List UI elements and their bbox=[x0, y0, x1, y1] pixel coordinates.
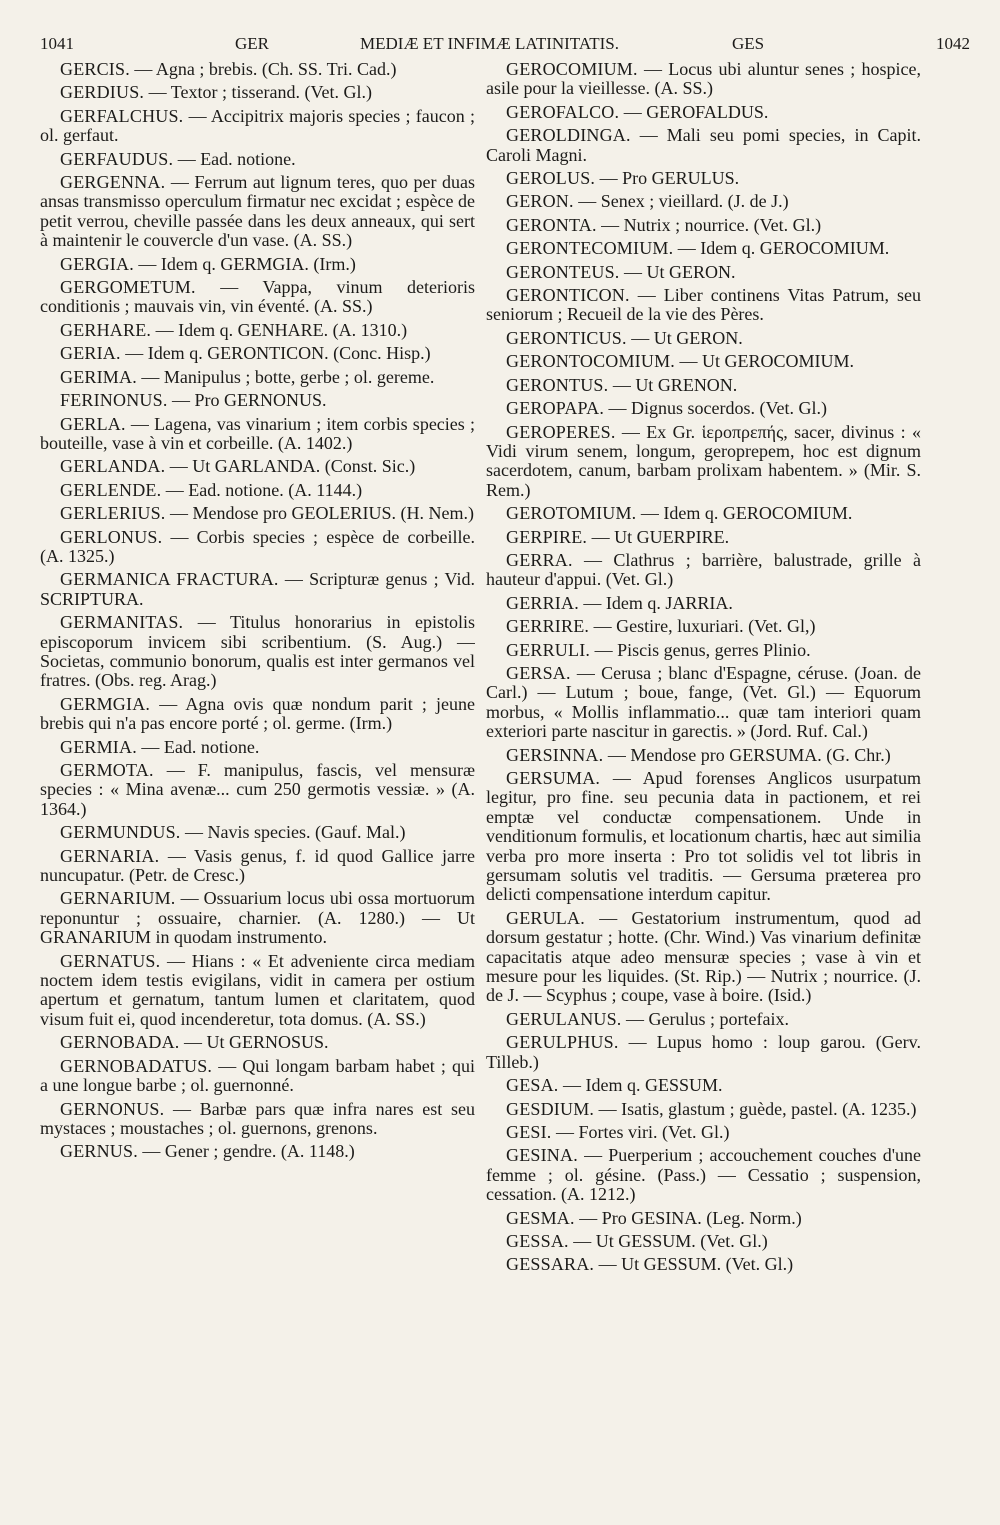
entry-definition: — Scripturæ genus ; Vid. SCRIPTURA. bbox=[40, 569, 475, 609]
entry-headword: GEROPAPA. bbox=[506, 398, 605, 419]
dictionary-entry bbox=[40, 415, 475, 454]
entry-headword: GERNUS. bbox=[60, 1141, 138, 1162]
dictionary-entry bbox=[40, 613, 475, 691]
entry-headword: GEROCOMIUM. bbox=[506, 60, 638, 79]
entry-definition: — Ossuarium locus ubi ossa mortuorum reponuntur ; ossuaire, charnier. (A. 1280.) — Ut GRANARIUM in quodam instrumento. bbox=[40, 888, 475, 948]
entry-definition: — Ut GESSUM. (Vet. Gl.) bbox=[568, 1230, 768, 1251]
entry-headword: GERFALCHUS. bbox=[60, 105, 184, 126]
dictionary-entry bbox=[40, 344, 475, 363]
dictionary-entry bbox=[486, 1255, 921, 1274]
entry-definition: — Vasis genus, f. id quod Gallice jarre nuncupatur. (Petr. de Cresc.) bbox=[40, 845, 475, 886]
entry-headword: GERRA. bbox=[506, 549, 573, 570]
entry-headword: GERONTICON. bbox=[506, 285, 630, 306]
entry-headword: FERINONUS. bbox=[60, 390, 168, 411]
dictionary-entry bbox=[40, 368, 475, 387]
entry-definition: — Cerusa ; blanc d'Espagne, céruse. (Joan. de Carl.) — Lutum ; boue, fange, (Vet. Gl.) — Equorum morbus, « Mollis inflammatio... quæ tam interiori quam exteriori parte nascitur in garectis. » (Jord. Ruf. Cal.) bbox=[486, 662, 921, 742]
dictionary-entry bbox=[40, 150, 475, 169]
entry-definition: — Corbis species ; espèce de corbeille. (A. 1325.) bbox=[40, 526, 475, 566]
entry-definition: — Ead. notione. (A. 1144.) bbox=[161, 479, 363, 500]
entry-definition: — Gestatorium instrumentum, quod ad dorsum gestatur ; hotte. (Chr. Wind.) Vas vinarium definitæ capacitatis atque adeo mensuræ species ; vase à vin et mesure pour les liquides. (St. Rip.) — Nutrix ; nourrice. (J. de J. — Scyphus ; coupe, vase à boire. (Isid.) bbox=[486, 907, 921, 1006]
entry-headword: GERGIA. bbox=[60, 253, 134, 274]
dictionary-entry bbox=[40, 1057, 475, 1096]
dictionary-entry bbox=[486, 329, 921, 348]
entry-headword: GESDIUM. bbox=[506, 1098, 595, 1119]
entry-headword: GERRIRE. bbox=[506, 616, 590, 637]
entry-definition: — Ut GUERPIRE. bbox=[587, 526, 730, 547]
entry-definition: — Pro GESINA. (Leg. Norm.) bbox=[574, 1207, 802, 1228]
entry-definition: — Ead. notione. bbox=[136, 736, 260, 757]
entry-headword: GERULPHUS. bbox=[506, 1032, 619, 1053]
entry-headword: GERONTUS. bbox=[506, 374, 609, 395]
entry-headword: GERGENNA. bbox=[60, 172, 166, 193]
entry-definition: — Idem q. GEROCOMIUM. bbox=[673, 238, 890, 259]
entry-headword: GERNARIA. bbox=[60, 845, 160, 866]
entry-headword: GERNATUS. bbox=[60, 950, 161, 971]
entry-definition: — GEROFALDUS. bbox=[619, 101, 769, 122]
entry-definition: — Qui longam barbam habet ; qui a une longue barbe ; ol. guernonné. bbox=[40, 1055, 475, 1096]
entry-headword: GEROLUS. bbox=[506, 168, 596, 189]
dictionary-entry bbox=[486, 528, 921, 547]
dictionary-entry bbox=[486, 746, 921, 765]
entry-definition: — Gener ; gendre. (A. 1148.) bbox=[137, 1141, 355, 1162]
dictionary-entry bbox=[486, 641, 921, 660]
entry-definition: — Navis species. (Gauf. Mal.) bbox=[180, 822, 406, 843]
entry-headword: GERSUMA. bbox=[506, 768, 601, 788]
entry-definition: — Ead. notione. bbox=[173, 148, 296, 169]
entry-headword: GERMANITAS. bbox=[60, 612, 184, 633]
entry-definition: — Gerulus ; portefaix. bbox=[621, 1008, 789, 1029]
entry-headword: GERRIA. bbox=[506, 592, 579, 613]
entry-definition: — Clathrus ; barrière, balustrade, grille à hauteur d'appui. (Vet. Gl.) bbox=[486, 549, 921, 590]
entry-headword: GERLERIUS. bbox=[60, 503, 166, 524]
entry-definition: — Agna ovis quæ nondum parit ; jeune brebis qui n'a pas encore porté ; ol. germe. (Irm.) bbox=[40, 693, 475, 734]
entry-headword: GEROLDINGA. bbox=[506, 125, 631, 146]
entry-headword: GERMUNDUS. bbox=[60, 822, 181, 843]
dictionary-entry bbox=[486, 504, 921, 523]
entry-headword: GESA. bbox=[506, 1075, 559, 1096]
dictionary-entry bbox=[486, 594, 921, 613]
entry-headword: GERONTA. bbox=[506, 214, 597, 235]
entry-definition: — Ex Gr. ἱεροπρεπής, sacer, divinus : « Vidi virum senem, longum, geroprepem, hoc est dignum sacerdotem, canum, barbam prolixam habentem. » (Mir. S. Rem.) bbox=[486, 421, 921, 500]
dictionary-entry bbox=[40, 457, 475, 476]
entry-headword: GERMOTA. bbox=[60, 760, 154, 780]
entry-headword: GERIA. bbox=[60, 343, 121, 364]
dictionary-entry bbox=[486, 216, 921, 235]
entry-headword: GESI. bbox=[506, 1121, 552, 1142]
entry-headword: GERMANICA FRACTURA. bbox=[60, 569, 279, 590]
dictionary-entry bbox=[486, 103, 921, 122]
entry-headword: GERON. bbox=[506, 191, 574, 212]
dictionary-entry bbox=[40, 504, 475, 523]
dictionary-entry bbox=[486, 286, 921, 325]
entry-headword: GERMGIA. bbox=[60, 693, 151, 714]
dictionary-entry bbox=[40, 738, 475, 757]
dictionary-entry bbox=[40, 1100, 475, 1139]
dictionary-entry bbox=[486, 1146, 921, 1204]
entry-definition: — Accipitrix majoris species ; faucon ; ol. gerfaut. bbox=[40, 105, 475, 146]
entry-headword: GERONTOCOMIUM. bbox=[506, 351, 675, 372]
entry-headword: GESSARA. bbox=[506, 1254, 595, 1275]
dictionary-entry bbox=[40, 889, 475, 947]
entry-definition: — Mali seu pomi species, in Capit. Caroli Magni. bbox=[486, 125, 921, 165]
dictionary-entry bbox=[40, 1033, 475, 1052]
dictionary-entry bbox=[40, 278, 475, 317]
entry-definition: — Mendose pro GEOLERIUS. (H. Nem.) bbox=[165, 503, 474, 524]
entry-headword: GERLA. bbox=[60, 413, 126, 434]
entry-headword: GERSINNA. bbox=[506, 744, 604, 765]
entry-definition: — Gestire, luxuriari. (Vet. Gl,) bbox=[589, 616, 816, 637]
dictionary-entry bbox=[486, 769, 921, 905]
dictionary-entry bbox=[486, 1100, 921, 1119]
page-number-right: 1042 bbox=[936, 34, 970, 53]
entry-definition: — Dignus socerdos. (Vet. Gl.) bbox=[604, 398, 827, 419]
entry-definition: — Ut GERON. bbox=[626, 327, 743, 348]
entry-definition: — Agna ; brebis. (Ch. SS. Tri. Cad.) bbox=[129, 60, 397, 79]
entry-definition: — Idem q. JARRIA. bbox=[578, 592, 733, 613]
entry-definition: — Barbæ pars quæ infra nares est seu mystaces ; moustaches ; ol. guernons, grenons. bbox=[40, 1098, 475, 1138]
entry-definition: — Locus ubi aluntur senes ; hospice, asile pour la vieillesse. (A. SS.) bbox=[486, 60, 921, 99]
entry-headword: GERRULI. bbox=[506, 639, 591, 660]
dictionary-entry bbox=[486, 263, 921, 282]
entry-definition: — Lupus homo : loup garou. (Gerv. Tilleb.) bbox=[486, 1032, 921, 1072]
entry-definition: — Pro GERNONUS. bbox=[167, 390, 327, 411]
entry-definition: — Idem q. GESSUM. bbox=[558, 1075, 723, 1096]
dictionary-entry bbox=[486, 376, 921, 395]
entry-definition: — Pro GERULUS. bbox=[595, 168, 740, 189]
entry-headword: GERPIRE. bbox=[506, 526, 588, 547]
entry-definition: — Puerperium ; accouchement couches d'une femme ; ol. gésine. (Pass.) — Cessatio ; suspension, cessation. (A. 1212.) bbox=[486, 1145, 921, 1205]
entry-headword: GEROTOMIUM. bbox=[506, 503, 637, 524]
dictionary-entry bbox=[486, 909, 921, 1006]
entry-headword: GERNONUS. bbox=[60, 1098, 165, 1119]
entry-headword: GERONTEUS. bbox=[506, 261, 620, 282]
entry-definition: — Manipulus ; botte, gerbe ; ol. gereme. bbox=[136, 366, 435, 387]
entry-headword: GERMIA. bbox=[60, 736, 137, 757]
entry-headword: GERULANUS. bbox=[506, 1008, 622, 1029]
dictionary-entry bbox=[486, 192, 921, 211]
entry-definition: — Hians : « Et adveniente circa mediam noctem idem testis evigilans, vidit in camera per ostium apertum et gernatum, tantum lumen et claritatem, quod visum fuit ei, quod incenderetur, tota domus. (A. SS.) bbox=[40, 950, 475, 1029]
entry-headword: GEROFALCO. bbox=[506, 101, 620, 122]
dictionary-entry bbox=[486, 1076, 921, 1095]
dictionary-entry bbox=[40, 255, 475, 274]
entry-headword: GERIMA. bbox=[60, 366, 137, 387]
entry-definition: — Liber continens Vitas Patrum, seu seniorum ; Recueil de la vie des Pères. bbox=[486, 285, 921, 325]
dictionary-entry bbox=[486, 617, 921, 636]
entry-definition: — Titulus honorarius in epistolis episcoporum invicem sibi scribentium. (S. Aug.) — Societas, communio bonorum, qualis est inter germanos vel fratres. (Obs. reg. Arag.) bbox=[40, 612, 475, 691]
dictionary-entry bbox=[40, 83, 475, 102]
entry-headword: GESSA. bbox=[506, 1230, 569, 1251]
entry-headword: GERDIUS. bbox=[60, 82, 145, 103]
dictionary-entry bbox=[40, 321, 475, 340]
entry-definition: — Ut GERON. bbox=[619, 261, 736, 282]
entry-definition: — Ut GARLANDA. (Const. Sic.) bbox=[165, 456, 416, 477]
dictionary-entry bbox=[40, 60, 475, 79]
entry-definition: — Ut GESSUM. (Vet. Gl.) bbox=[594, 1254, 794, 1275]
dictionary-entry bbox=[40, 481, 475, 500]
dictionary-entry bbox=[40, 695, 475, 734]
entry-definition: — Senex ; vieillard. (J. de J.) bbox=[573, 191, 789, 212]
entry-definition: — Apud forenses Anglicos usurpatum legitur, pro fine. seu pecunia data in pactionem, et rei emptæ vel conductæ compensationem. Unde in venditionum formulis, et locationum chartis, hæc aut similia verba pro more inserta : Pro tot solidis vel tot libris in gersumam solutis vel traditis. — Gersuma præterea pro delicti compensatione interdum capitur. bbox=[486, 768, 921, 905]
entry-headword: GERLANDA. bbox=[60, 456, 166, 477]
dictionary-entry bbox=[40, 528, 475, 567]
dictionary-entry bbox=[40, 823, 475, 842]
entry-definition: — Fortes viri. (Vet. Gl.) bbox=[551, 1121, 730, 1142]
dictionary-entry bbox=[40, 107, 475, 146]
dictionary-entry bbox=[486, 664, 921, 742]
dictionary-entry bbox=[486, 60, 921, 99]
dictionary-entry bbox=[40, 847, 475, 886]
dictionary-entry bbox=[40, 391, 475, 410]
entry-definition: — Ut GRENON. bbox=[608, 374, 738, 395]
entry-headword: GERLONUS. bbox=[60, 526, 163, 547]
dictionary-entry bbox=[486, 1010, 921, 1029]
dictionary-entry bbox=[486, 239, 921, 258]
entry-headword: GERULA. bbox=[506, 907, 585, 928]
entry-headword: GERGOMETUM. bbox=[60, 277, 196, 298]
header-title: MEDIÆ ET INFIMÆ LATINITATIS. bbox=[360, 34, 619, 53]
entry-definition: — Idem q. GEROCOMIUM. bbox=[636, 503, 853, 524]
entry-headword: GERNARIUM. bbox=[60, 888, 176, 909]
dictionary-entry bbox=[40, 952, 475, 1030]
header-keyword-right: GES bbox=[732, 34, 765, 53]
page-number-left: 1041 bbox=[40, 34, 74, 53]
entry-headword: GERLENDE. bbox=[60, 479, 162, 500]
dictionary-entry bbox=[486, 126, 921, 165]
entry-headword: GERHARE. bbox=[60, 319, 152, 340]
dictionary-entry bbox=[40, 1142, 475, 1161]
entry-definition: — Idem q. GENHARE. (A. 1310.) bbox=[151, 319, 408, 340]
entry-definition: — Vappa, vinum deterioris conditionis ; mauvais vin, vin éventé. (A. SS.) bbox=[40, 277, 475, 317]
entry-definition: — Nutrix ; nourrice. (Vet. Gl.) bbox=[596, 214, 822, 235]
dictionary-entry bbox=[486, 169, 921, 188]
entry-definition: — Piscis genus, gerres Plinio. bbox=[590, 639, 811, 660]
entry-definition: — Lagena, vas vinarium ; item corbis species ; bouteille, vase à vin et corbeille. (A. 1402.) bbox=[40, 413, 475, 453]
dictionary-entry bbox=[486, 1232, 921, 1251]
entry-headword: GESINA. bbox=[506, 1145, 578, 1166]
dictionary-entry bbox=[486, 423, 921, 501]
right-column bbox=[486, 60, 921, 1505]
entry-definition: — Mendose pro GERSUMA. (G. Chr.) bbox=[603, 744, 891, 765]
entry-definition: — F. manipulus, fascis, vel mensuræ species : « Mina avenæ... cum 250 germotis vessiæ. » (A. 1364.) bbox=[40, 760, 475, 819]
dictionary-entry bbox=[486, 399, 921, 418]
entry-definition: — Ut GERNOSUS. bbox=[179, 1032, 329, 1053]
entry-headword: GEROPERES. bbox=[506, 421, 616, 442]
entry-headword: GERNOBADATUS. bbox=[60, 1055, 213, 1076]
dictionary-entry bbox=[486, 1209, 921, 1228]
dictionary-entry bbox=[40, 761, 475, 819]
dictionary-entry bbox=[40, 570, 475, 609]
entry-definition: — Idem q. GERONTICON. (Conc. Hisp.) bbox=[120, 343, 431, 364]
dictionary-entry bbox=[40, 173, 475, 251]
entry-definition: — Textor ; tisserand. (Vet. Gl.) bbox=[144, 82, 372, 103]
dictionary-entry bbox=[486, 1033, 921, 1072]
dictionary-entry bbox=[486, 352, 921, 371]
left-column bbox=[40, 60, 475, 1505]
entry-headword: GERSA. bbox=[506, 662, 571, 683]
dictionary-entry bbox=[486, 551, 921, 590]
entry-definition: — Ut GEROCOMIUM. bbox=[674, 351, 854, 372]
entry-headword: GERONTICUS. bbox=[506, 327, 627, 348]
entry-definition: — Idem q. GERMGIA. (Irm.) bbox=[133, 253, 356, 274]
entry-headword: GESMA. bbox=[506, 1207, 575, 1228]
entry-headword: GERCIS. bbox=[60, 60, 130, 79]
header-keyword-left: GER bbox=[235, 34, 269, 53]
entry-definition: — Isatis, glastum ; guède, pastel. (A. 1235.) bbox=[594, 1098, 917, 1119]
entry-headword: GERNOBADA. bbox=[60, 1032, 180, 1053]
entry-definition: — Ferrum aut lignum teres, quo per duas ansas transmisso operculum firmatur nec excidat ; espèce de petit verrou, cheville passée dans les deux anneaux, qui sert à maintenir le couvercle d'un vase. (A. SS.) bbox=[40, 172, 475, 251]
entry-headword: GERONTECOMIUM. bbox=[506, 238, 674, 259]
entry-headword: GERFAUDUS. bbox=[60, 148, 174, 169]
running-header bbox=[40, 28, 970, 60]
dictionary-entry bbox=[486, 1123, 921, 1142]
